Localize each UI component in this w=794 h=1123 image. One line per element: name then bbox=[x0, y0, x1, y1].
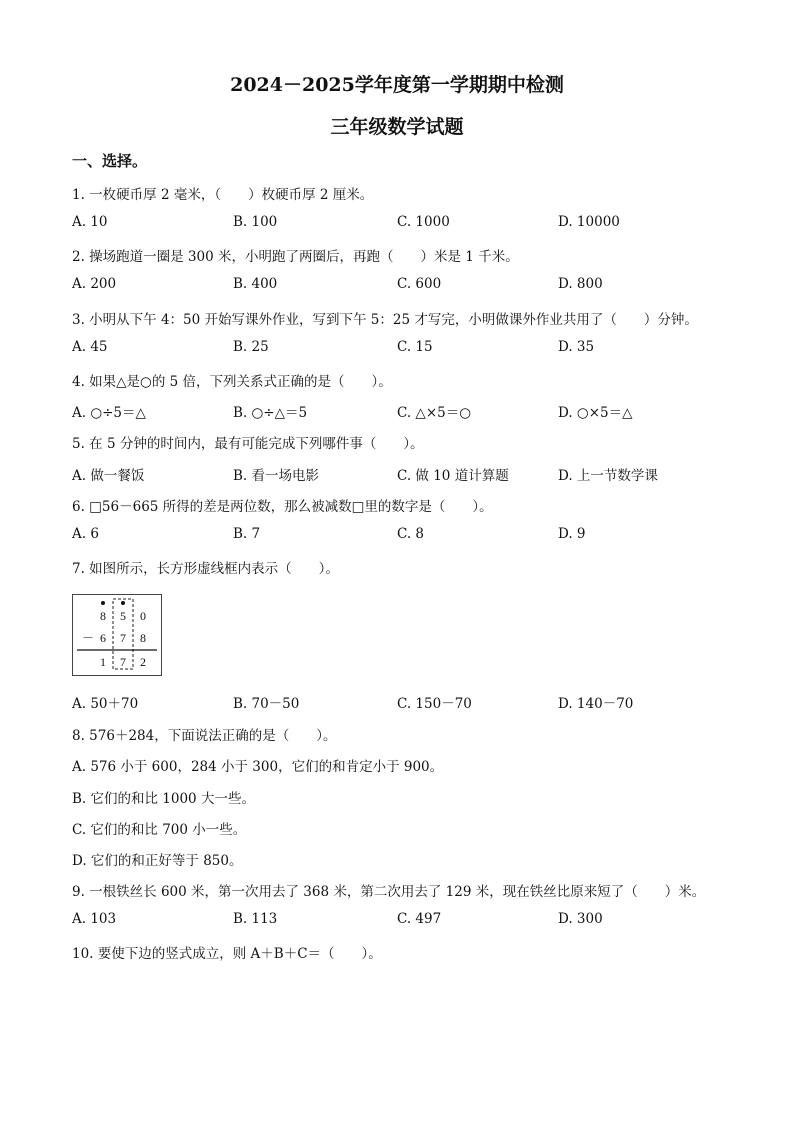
option-a[interactable]: A. 做一餐饭 bbox=[72, 468, 145, 484]
option-d[interactable]: D. 上一节数学课 bbox=[558, 468, 658, 484]
option-b[interactable]: B. 25 bbox=[233, 339, 269, 355]
digit-r3-2: 7 bbox=[120, 655, 126, 669]
option-a[interactable]: A. 10 bbox=[72, 214, 108, 230]
options-q9 bbox=[72, 911, 732, 929]
option-a[interactable]: A. 200 bbox=[72, 276, 117, 292]
options-q7 bbox=[72, 692, 732, 710]
options-q3 bbox=[72, 339, 732, 357]
section-heading: 一、选择。 bbox=[72, 152, 148, 170]
option-b[interactable]: B. ○÷△＝5 bbox=[233, 405, 308, 421]
option-c[interactable]: C. 497 bbox=[397, 911, 442, 927]
option-c[interactable]: C. 8 bbox=[397, 526, 425, 542]
option-a[interactable]: A. 103 bbox=[72, 911, 117, 927]
option-b[interactable]: B. 100 bbox=[233, 214, 278, 230]
digit-r3-1: 1 bbox=[100, 655, 106, 669]
option-b[interactable]: B. 400 bbox=[233, 276, 278, 292]
options-q1 bbox=[72, 214, 732, 232]
subtraction-figure bbox=[72, 594, 162, 676]
option-d[interactable]: D. 35 bbox=[558, 339, 595, 355]
digit-r1-3: 0 bbox=[140, 609, 146, 623]
options-q4 bbox=[72, 401, 732, 419]
option-d[interactable]: D. 9 bbox=[558, 526, 586, 542]
borrow-dot-1 bbox=[101, 601, 105, 605]
question-5: 5. 在 5 分钟的时间内，最有可能完成下列哪件事（ ）。 bbox=[72, 436, 424, 452]
option-b[interactable]: B. 看一场电影 bbox=[233, 468, 320, 484]
options-q5 bbox=[72, 464, 732, 482]
question-6: 6. □56－665 所得的差是两位数，那么被减数□里的数字是（ ）。 bbox=[72, 499, 493, 515]
option-d[interactable]: D. ○×5＝△ bbox=[558, 405, 633, 421]
option-c[interactable]: C. 600 bbox=[397, 276, 442, 292]
question-2: 2. 操场跑道一圈是 300 米，小明跑了两圈后，再跑（ ）米是 1 千米。 bbox=[72, 249, 519, 265]
option-c[interactable]: C. △×5＝○ bbox=[397, 405, 471, 421]
options-q2 bbox=[72, 276, 732, 294]
digit-r1-1: 8 bbox=[100, 609, 106, 623]
digit-r2-3: 8 bbox=[140, 631, 146, 645]
option-d[interactable]: D. 10000 bbox=[558, 214, 620, 230]
page-subtitle: 三年级数学试题 bbox=[330, 116, 464, 138]
digit-r3-3: 2 bbox=[140, 655, 146, 669]
option-a[interactable]: A. 50＋70 bbox=[72, 696, 139, 712]
q8-option-d[interactable]: D. 它们的和正好等于 850。 bbox=[72, 853, 243, 869]
digit-r2-2: 7 bbox=[120, 631, 126, 645]
option-c[interactable]: C. 150－70 bbox=[397, 696, 472, 712]
options-q6 bbox=[72, 526, 732, 544]
q8-option-c[interactable]: C. 它们的和比 700 小一些。 bbox=[72, 822, 247, 838]
question-3: 3. 小明从下午 4：50 开始写课外作业，写到下午 5：25 才写完，小明做课外作业共用了（ ）分钟。 bbox=[72, 312, 698, 328]
option-c[interactable]: C. 1000 bbox=[397, 214, 450, 230]
q8-option-a[interactable]: A. 576 小于 600，284 小于 300，它们的和肯定小于 900。 bbox=[72, 759, 444, 775]
question-4: 4. 如果△是○的 5 倍，下列关系式正确的是（ ）。 bbox=[72, 374, 392, 390]
digit-r1-2: 5 bbox=[120, 609, 126, 623]
question-8: 8. 576＋284，下面说法正确的是（ ）。 bbox=[72, 728, 337, 744]
question-10: 10. 要使下边的竖式成立，则 A＋B＋C＝（ ）。 bbox=[72, 946, 382, 962]
option-a[interactable]: A. 6 bbox=[72, 526, 99, 542]
option-a[interactable]: A. 45 bbox=[72, 339, 108, 355]
option-d[interactable]: D. 140－70 bbox=[558, 696, 634, 712]
digit-r2-1: 6 bbox=[100, 631, 106, 645]
minus-sign: － bbox=[81, 631, 95, 645]
q8-option-b[interactable]: B. 它们的和比 1000 大一些。 bbox=[72, 791, 255, 807]
borrow-dot-2 bbox=[121, 601, 125, 605]
page-title: 2024－2025学年度第一学期期中检测 bbox=[230, 74, 564, 96]
option-d[interactable]: D. 300 bbox=[558, 911, 603, 927]
question-9: 9. 一根铁丝长 600 米，第一次用去了 368 米，第二次用去了 129 米，现在铁丝比原来短了（ ）米。 bbox=[72, 884, 706, 900]
option-a[interactable]: A. ○÷5＝△ bbox=[72, 405, 146, 421]
option-b[interactable]: B. 113 bbox=[233, 911, 278, 927]
question-1: 1. 一枚硬币厚 2 毫米，（ ）枚硬币厚 2 厘米。 bbox=[72, 187, 374, 203]
option-b[interactable]: B. 7 bbox=[233, 526, 261, 542]
option-d[interactable]: D. 800 bbox=[558, 276, 603, 292]
option-c[interactable]: C. 做 10 道计算题 bbox=[397, 468, 509, 484]
option-c[interactable]: C. 15 bbox=[397, 339, 433, 355]
option-b[interactable]: B. 70－50 bbox=[233, 696, 300, 712]
question-7: 7. 如图所示，长方形虚线框内表示（ ）。 bbox=[72, 561, 339, 577]
